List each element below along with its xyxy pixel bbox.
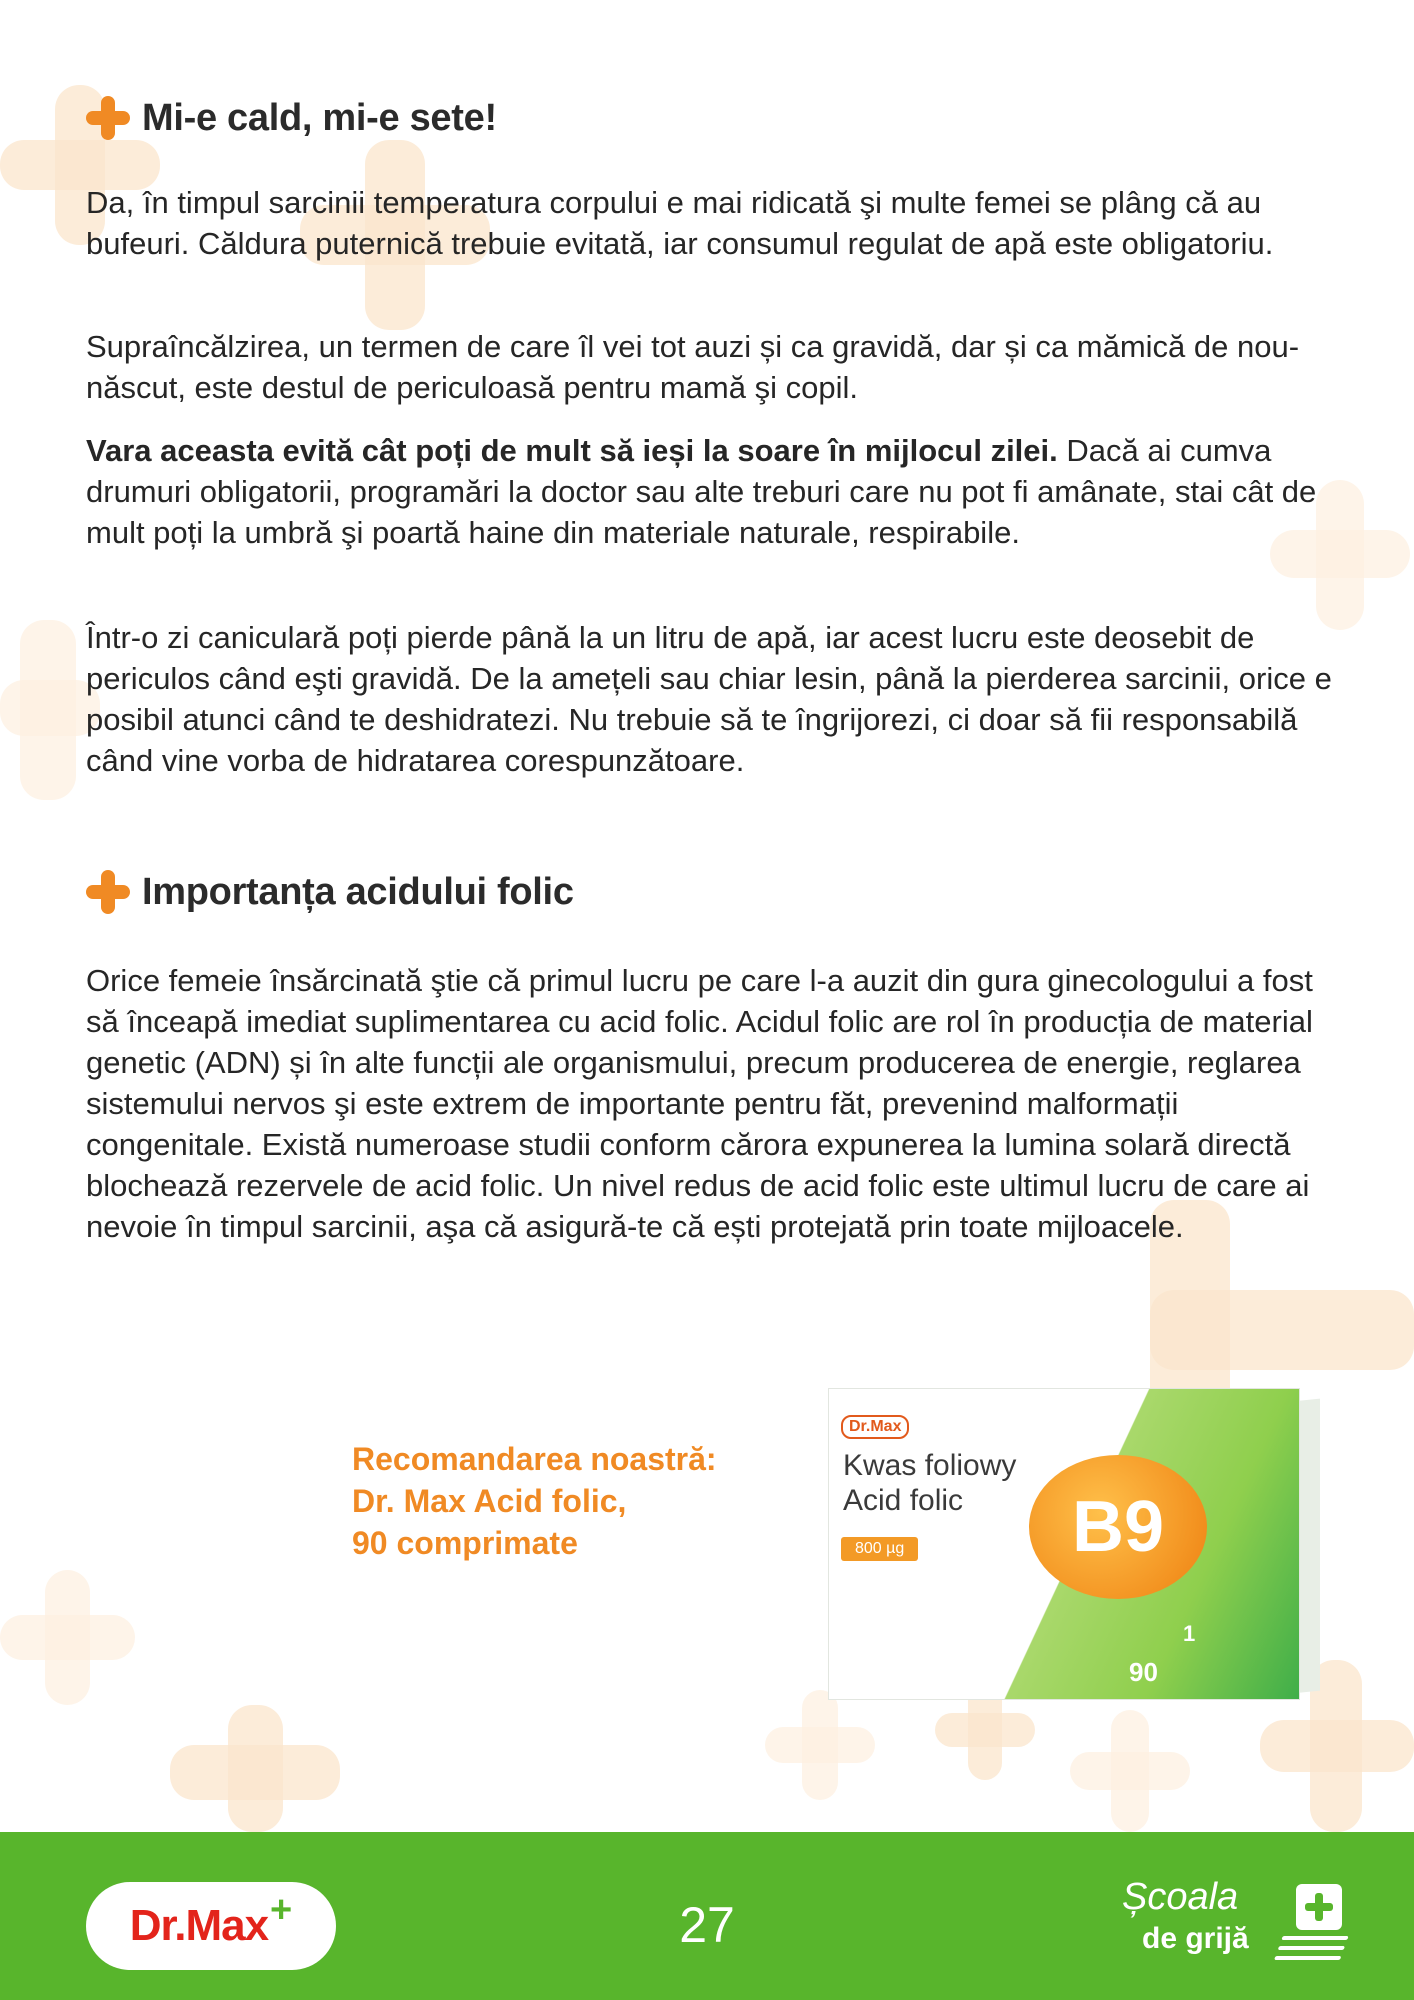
orange-plus-icon	[86, 96, 130, 140]
product-name-ro: Acid folic	[843, 1484, 964, 1517]
product-name-pl: Kwas foliowy	[843, 1449, 1017, 1482]
decorative-plus-icon	[170, 1705, 340, 1832]
decorative-plus-icon	[0, 620, 100, 800]
product-image	[828, 1388, 1298, 1698]
decorative-plus-icon	[1070, 1710, 1190, 1832]
paragraph-body: Supraîncălzirea, un termen de care îl vei tot auzi și ca gravidă, dar și ca mămică de nou-născut, este destul de periculoasă pentru mamă şi copil.	[86, 329, 1300, 405]
product-brand: Dr.Max	[841, 1415, 909, 1439]
recommendation-line: 90 comprimate	[352, 1525, 578, 1561]
plus-badge-icon	[1296, 1884, 1342, 1930]
school-logo-line1: Școala	[1122, 1876, 1239, 1918]
paragraph-body: Orice femeie însărcinată ştie că primul lucru pe care l-a auzit din gura ginecologului a fost să înceapă imediat suplimentarea cu acid folic. Acidul folic are rol în producția de material genetic (ADN) și în alte funcții ale organismului, precum producerea de energie, reglarea sistemului nervos şi este extrem de importante pentru făt, prevenind malformații congenitale. Există numeroase studii conform cărora expunerea la lumina solară directă blochează rezervele de acid folic. Un nivel redus de acid folic este ultimul lucru de care ai nevoie în timpul sarcinii, aşa că asigură-te că ești protejată prin toate mijloacele.	[86, 963, 1313, 1244]
paragraph-body	[86, 430, 1336, 553]
paragraph-body: Da, în timpul sarcinii temperatura corpului e mai ridicată şi multe femei se plâng că au bufeuri. Căldura puternică trebuie evitată, iar consumul regulat de apă este obligatoriu.	[86, 185, 1274, 261]
page-footer	[0, 1832, 1414, 2000]
orange-plus-icon	[86, 870, 130, 914]
section-title: Mi-e cald, mi-e sete!	[142, 96, 497, 139]
bold-highlight: Vara aceasta evită cât poți de mult să ieși la soare în mijlocul zilei.	[86, 433, 1058, 468]
page-number: 27	[679, 1897, 735, 1953]
vitamin-badge: B9	[1029, 1455, 1207, 1599]
product-dose: 800 µg	[841, 1537, 918, 1561]
section-heading-folic-acid	[86, 870, 574, 914]
product-count: 90	[1129, 1657, 1158, 1687]
paragraph-body: Într-o zi caniculară poți pierde până la un litru de apă, iar acest lucru este deosebit de periculos când eşti gravidă. De la amețeli sau chiar lesin, până la pierderea sarcinii, orice e posibil atunci când te deshidratezi. Nu trebuie să te îngrijorezi, ci doar să fii responsabilă când vine vorba de hidratarea corespunzătoare.	[86, 620, 1332, 778]
logo-text: Dr.Max	[129, 1901, 269, 1950]
scoala-de-grija-logo	[1118, 1876, 1358, 1976]
recommendation-text	[352, 1438, 717, 1564]
logo-plus-icon: +	[270, 1888, 293, 1931]
product-box-front	[828, 1388, 1300, 1700]
school-logo-line2: de grijă	[1142, 1922, 1249, 1955]
recommendation-line: Dr. Max Acid folic,	[352, 1483, 627, 1519]
decorative-plus-icon	[765, 1690, 875, 1800]
section-heading-heat	[86, 96, 497, 140]
product-per-day: 1	[1183, 1621, 1196, 1646]
paragraph-text: Dacă ai cumva drumuri obligatorii, programări la doctor sau alte treburi care nu pot fi amânate, stai cât de mult poți la umbră şi poartă haine din materiale naturale, respirabile.	[86, 433, 1317, 550]
decorative-plus-icon	[0, 1570, 135, 1705]
recommendation-line: Recomandarea noastră:	[352, 1441, 717, 1477]
section-title: Importanța acidului folic	[142, 870, 574, 913]
book-lines-icon	[1281, 1936, 1348, 1940]
